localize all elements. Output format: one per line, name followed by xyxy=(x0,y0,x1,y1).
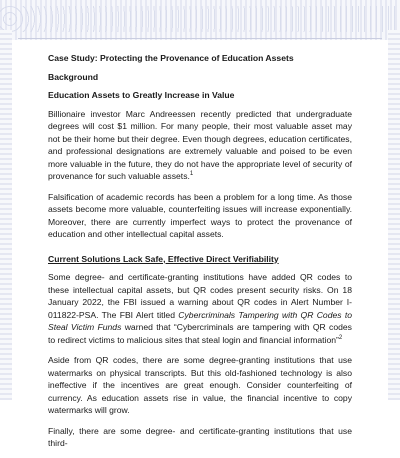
frame-line xyxy=(18,38,382,39)
document-title: Case Study: Protecting the Provenance of Education Assets xyxy=(48,53,294,63)
decorative-border-left xyxy=(0,30,12,400)
paragraph-andreessen: Billionaire investor Marc Andreessen recently predicted that undergraduate degrees will cost $1 million. For many people, their most valuable asset may not be their home but their degree. Even though degrees, education certificates, and professional designations are extremely valuable and poised to be even more valuable in the future, they do not have the appropriate level of security of provenance for such valuable assets.$^1$ xyxy=(48,108,352,181)
paragraph-third-party: Finally, there are some degree- and certificate-granting institutions that use third- xyxy=(48,425,352,448)
footnote-marker: 1 xyxy=(189,171,194,178)
section-heading-background: Background xyxy=(48,71,99,82)
decorative-border-top xyxy=(0,0,400,40)
document-body xyxy=(48,52,352,458)
subheading-education-assets: Education Assets to Greatly Increase in Value xyxy=(48,90,235,100)
paragraph-watermarks: Aside from QR codes, there are some degree-granting institutions that use watermarks on physical transcripts. But this old-fashioned technology is also ineffective if the incentives are great enough. Consider counterfeiting of currency. As education assets rise in value, the financial incentive to copy watermarks will grow. xyxy=(48,355,352,415)
border-ornament xyxy=(0,6,400,32)
footnote-marker: 2 xyxy=(338,334,343,341)
decorative-border-right xyxy=(388,30,400,400)
fbi-alert-title: Cybercriminals Tampering with QR Codes to Steal Victim Funds xyxy=(48,309,352,332)
paragraph-falsification: Falsification of academic records has been a problem for a long time. As those assets become more valuable, counterfeiting issues will increase exponentially. Moreover, there are currently imperfect ways to protect the provenance of education and other intellectual capital assets. xyxy=(48,191,352,239)
paragraph-qr-codes: Some degree- and certificate-granting institutions have added QR codes to these intellectual capital assets, but QR codes present security risks. On 18 January 2022, the FBI issued a warning about QR codes in Alert Number I-011822-PSA. The FBI Alert titled Cybercriminals Tampering with QR Codes to Steal Victim Funds warned that “Cybercriminals are tampering with QR codes to redirect victims to malicious sites that steal login and financial information”$^2$ xyxy=(48,272,352,345)
section-heading-current-solutions: Current Solutions Lack Safe, Effective Direct Verifiability xyxy=(48,253,279,264)
